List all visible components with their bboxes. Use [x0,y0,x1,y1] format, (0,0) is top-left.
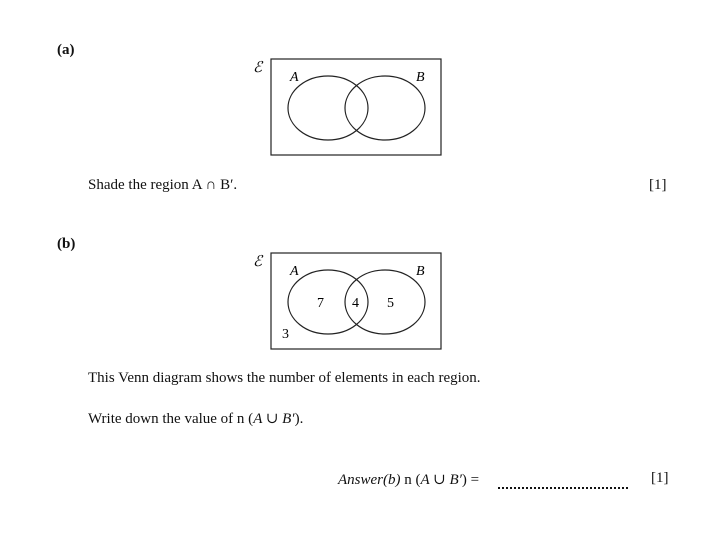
part-a-question: Shade the region A ∩ B′. [88,177,238,193]
region-only-a-value: 7 [317,296,324,311]
answer-blank[interactable] [498,478,628,496]
region-outside-value: 3 [282,327,289,342]
answer-expression: A ∪ B′ [420,472,462,488]
part-b-marks: [1] [651,470,669,486]
set-a-label: A [290,264,299,279]
question-expression: A ∪ B′ [253,411,295,427]
set-b-circle [345,76,425,140]
part-a-label: (a) [57,42,75,58]
universal-set-symbol: ℰ [253,254,263,270]
part-b-question [88,409,303,428]
part-a-marks: [1] [649,177,667,193]
question-prefix: Write down the value of n ( [88,411,254,427]
answer-expr-prefix: n ( [400,472,421,488]
venn-diagram-b [250,246,450,356]
question-suffix: ). [294,411,304,427]
part-b-label: (b) [57,236,76,252]
part-b-description: This Venn diagram shows the number of elements in each region. [88,370,481,386]
answer-label: Answer(b) [338,472,401,488]
region-only-b-value: 5 [387,296,394,311]
set-b-label: B [416,70,425,85]
region-intersection-value: 4 [352,296,359,311]
answer-line [338,470,479,489]
set-a-label: A [290,70,299,85]
set-b-label: B [416,264,425,279]
universal-set-symbol: ℰ [253,60,263,76]
answer-expr-suffix: ) = [461,472,480,488]
venn-diagram-a [250,52,450,162]
